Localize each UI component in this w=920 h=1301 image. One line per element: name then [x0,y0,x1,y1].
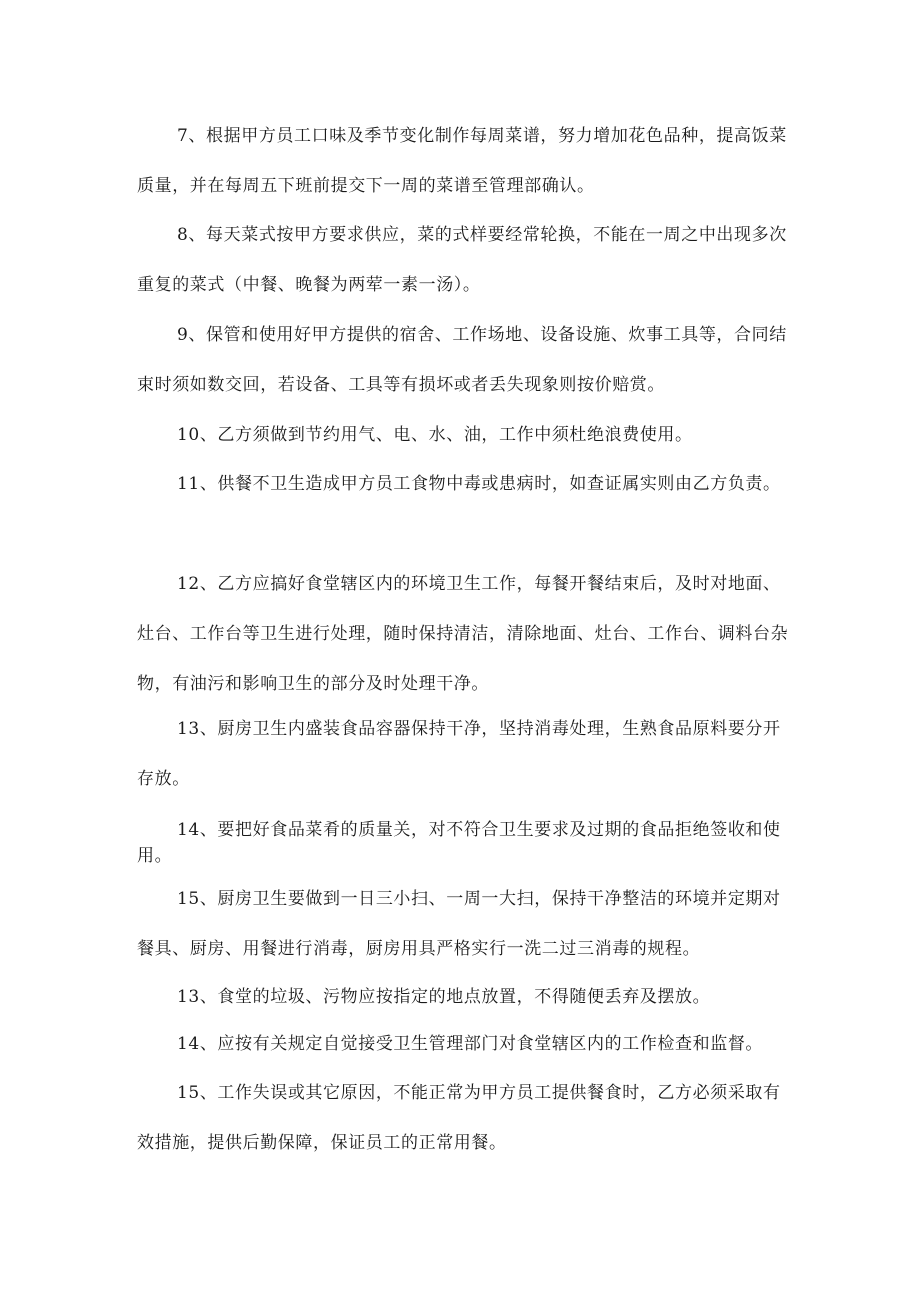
clause-11: 11、供餐不卫生造成甲方员工食物中毒或患病时，如查证属实则由乙方负责。 [177,474,781,494]
clause-12: 12、乙方应搞好食堂辖区内的环境卫生工作，每餐开餐结束后，及时对地面、灶台、工作台等卫生进行处理，随时保持清洁，清除地面、灶台、工作台、调料台杂物，有油污和影响卫生的部分及时处理干净。 [137,574,789,694]
clause-14b: 14、应按有关规定自觉接受卫生管理部门对食堂辖区内的工作检查和监督。 [177,1034,764,1054]
clause-8: 8、每天菜式按甲方要求供应，菜的式样要经常轮换，不能在一周之中出现多次重复的菜式（中餐、晚餐为两荤一素一汤）。 [137,225,787,295]
clause-13b: 13、食堂的垃圾、污物应按指定的地点放置，不得随便丢弃及摆放。 [177,987,711,1007]
clause-14: 14、要把好食品菜肴的质量关，对不符合卫生要求及过期的食品拒绝签收和使用。 [137,820,781,866]
clause-15: 15、厨房卫生要做到一日三小扫、一周一大扫，保持干净整洁的环境并定期对餐具、厨房、用餐进行消毒，厨房用具严格实行一洗二过三消毒的规程。 [137,889,781,959]
clause-10: 10、乙方须做到节约用气、电、水、油，工作中须杜绝浪费使用。 [177,425,693,445]
clause-9: 9、保管和使用好甲方提供的宿舍、工作场地、设备设施、炊事工具等，合同结束时须如数交回，若设备、工具等有损坏或者丢失现象则按价赔赏。 [137,325,787,395]
clause-13: 13、厨房卫生内盛装食品容器保持干净，坚持消毒处理，生熟食品原料要分开存放。 [137,719,781,789]
clause-7: 7、根据甲方员工口味及季节变化制作每周菜谱，努力增加花色品种，提高饭菜质量，并在每周五下班前提交下一周的菜谱至管理部确认。 [137,126,787,196]
clause-15b: 15、工作失误或其它原因，不能正常为甲方员工提供餐食时，乙方必须采取有效措施，提供后勤保障，保证员工的正常用餐。 [137,1083,781,1153]
